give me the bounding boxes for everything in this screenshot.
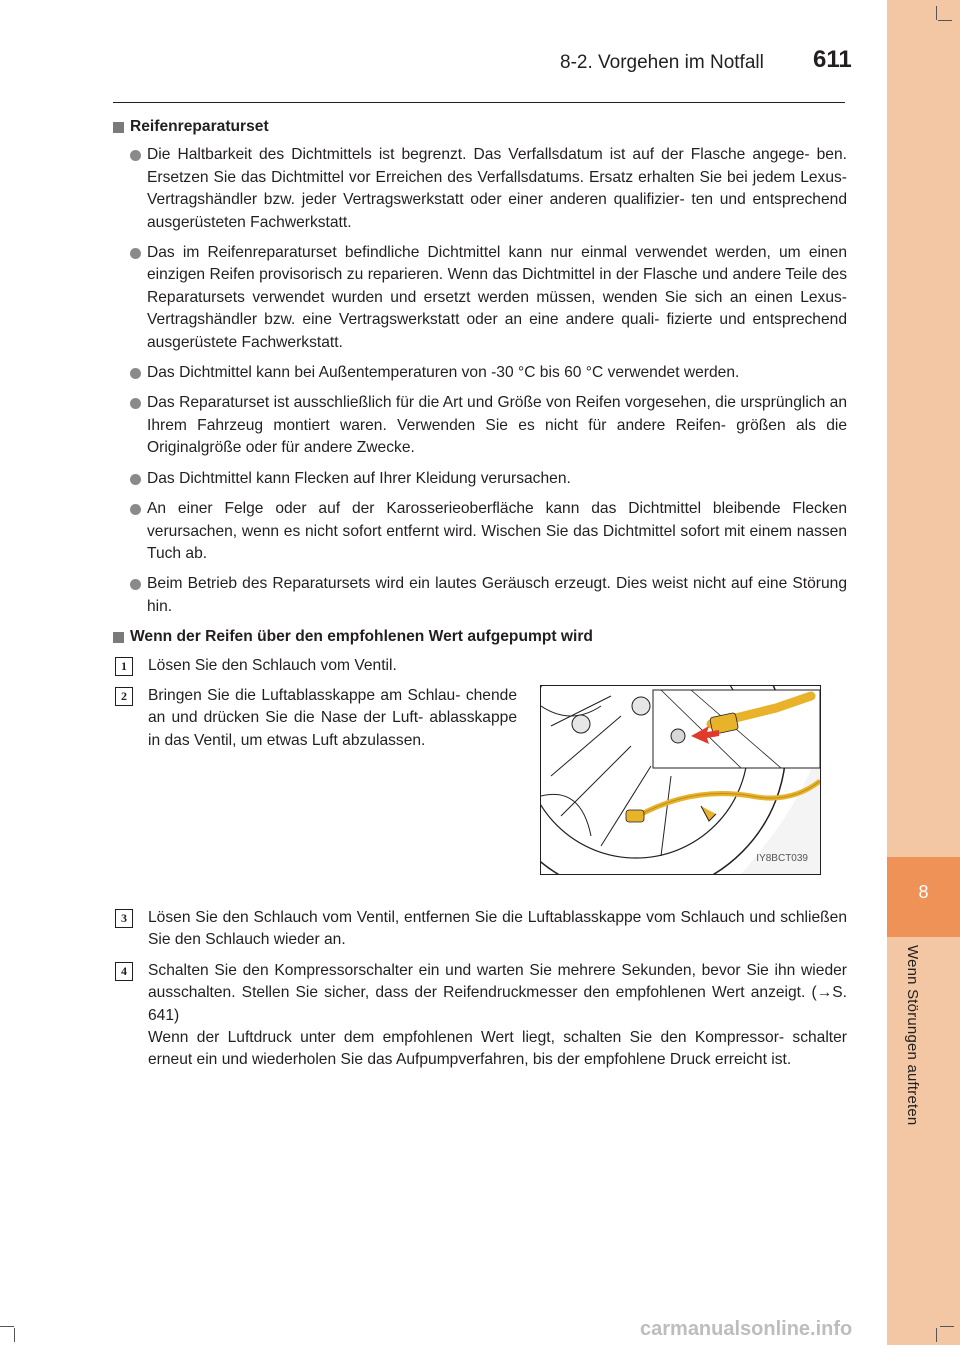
bullet-text: Das Reparaturset ist ausschließlich für die Art und Größe von Reifen vorgesehen, die ursprünglich an Ihrem Fahrzeug montiert waren. Verwenden Sie es nicht für andere Reifen- größen als die Originalgröße oder für andere Zwecke.	[147, 394, 847, 457]
bullet-text: Das im Reifenreparaturset befindliche Dichtmittel kann nur einmal verwendet werden, um einen einzigen Reifen provisorisch zu reparieren. Wenn das Dichtmittel in der Flasche und andere Teile des Reparatursets verwendet wurden und ersetzt werden müssen, wenden Sie sich an einen Lexus-Vertragshändler bzw. eine Vertragswerkstatt oder an eine andere quali- fizierte und entsprechend ausgerüstete Fachwerkstatt.	[147, 244, 847, 351]
bullet-item	[113, 144, 847, 234]
bullet-dot-icon	[130, 474, 141, 485]
bullet-dot-icon	[130, 368, 141, 379]
step-number: 4	[115, 962, 133, 981]
step-text: Bringen Sie die Luftablasskappe am Schlau- chende an und drücken Sie die Nase der Luft- ablasskappe in das Ventil, um etwas Luft abzulassen.	[148, 686, 517, 749]
bullet-dot-icon	[130, 150, 141, 161]
chapter-title: Wenn Störungen auftreten	[904, 945, 921, 1126]
section-heading	[113, 116, 847, 138]
crop-mark	[936, 1328, 937, 1342]
header-rule	[113, 102, 845, 103]
crop-mark	[0, 1326, 14, 1327]
step-item	[113, 655, 847, 677]
page-number: 611	[813, 46, 852, 73]
step-item	[113, 685, 847, 895]
step-text-continued: Wenn der Luftdruck unter dem empfohlenen Wert liegt, schalten Sie den Kompressor- schalter erneut ein und wiederholen Sie das Aufpumpverfahren, bis der empfohlene Druck erreicht ist.	[148, 1028, 847, 1069]
bullet-dot-icon	[130, 504, 141, 515]
bullet-text: Die Haltbarkeit des Dichtmittels ist begrenzt. Das Verfallsdatum ist auf der Flasche angege- ben. Ersetzen Sie das Dichtmittel vor Erreichen des Verfallsdatums. Ersatz erhalten Sie bei jedem Lexus-Vertragshändler bzw. jeder Vertragswerkstatt oder einer anderen qualifizier- ten und entsprechend ausgerüsteten Fachwerkstatt.	[147, 146, 847, 231]
crop-mark	[936, 6, 937, 20]
bullet-item	[113, 242, 847, 354]
step-number: 2	[115, 687, 133, 706]
header-section-title: 8-2. Vorgehen im Notfall	[560, 52, 764, 73]
bullet-item	[113, 468, 847, 490]
crop-mark	[940, 1326, 954, 1327]
square-bullet-icon	[113, 632, 124, 643]
step-number: 3	[115, 909, 133, 928]
bullet-item	[113, 498, 847, 565]
tire-valve-drawing	[541, 686, 820, 874]
step-item	[113, 960, 847, 1072]
illustration-code: IY8BCT039	[756, 852, 808, 864]
bullet-text: An einer Felge oder auf der Karosserieoberfläche kann das Dichtmittel bleibende Flecken verursachen, wenn es nicht sofort entfernt wird. Wischen Sie das Dichtmittel sofort mit einem nassen Tuch ab.	[147, 500, 847, 562]
bullet-item	[113, 362, 847, 384]
bullet-text: Das Dichtmittel kann bei Außentemperaturen von -30 °C bis 60 °C verwendet werden.	[147, 364, 740, 382]
crop-mark	[14, 1328, 15, 1342]
crop-mark	[938, 20, 952, 21]
step-number: 1	[115, 657, 133, 676]
chapter-number: 8	[918, 882, 929, 902]
step-text: Schalten Sie den Kompressorschalter ein und warten Sie mehrere Sekunden, bevor Sie ihn wieder ausschalten. Stellen Sie sicher, dass der Reifendruckmesser den empfohlenen Wert anzeigt. (→S. 641)	[148, 961, 847, 1024]
bullet-text: Das Dichtmittel kann Flecken auf Ihrer Kleidung verursachen.	[147, 469, 571, 487]
step-text: Lösen Sie den Schlauch vom Ventil, entfernen Sie die Luftablasskappe vom Schlauch und schließen Sie den Schlauch wieder an.	[148, 908, 847, 949]
site-watermark: carmanualsonline.info	[640, 1318, 853, 1340]
bullet-item	[113, 573, 847, 618]
section-heading	[113, 626, 847, 648]
square-bullet-icon	[113, 122, 124, 133]
section-heading-text: Reifenreparaturset	[130, 118, 269, 135]
bullet-dot-icon	[130, 398, 141, 409]
bullet-dot-icon	[130, 579, 141, 590]
section-heading-text: Wenn der Reifen über den empfohlenen Wert aufgepumpt wird	[130, 628, 593, 646]
bullet-item	[113, 392, 847, 459]
page-content	[113, 116, 847, 1080]
step-text: Lösen Sie den Schlauch vom Ventil.	[148, 656, 397, 674]
tire-valve-illustration	[540, 685, 821, 875]
bullet-dot-icon	[130, 248, 141, 259]
bullet-text: Beim Betrieb des Reparatursets wird ein lautes Geräusch erzeugt. Dies weist nicht auf eine Störung hin.	[147, 575, 847, 615]
step-item	[113, 907, 847, 952]
